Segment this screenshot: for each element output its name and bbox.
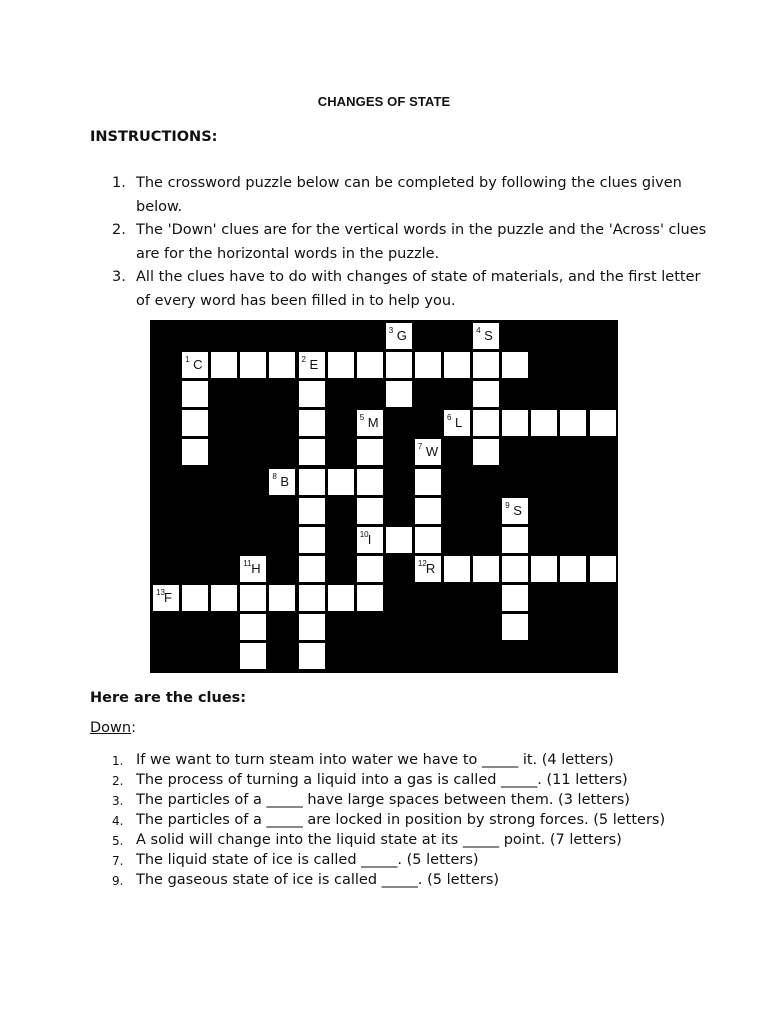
crossword-cell (386, 323, 412, 349)
crossword-cell (299, 410, 325, 436)
crossword-cell (444, 556, 470, 582)
instruction-item (112, 219, 712, 266)
crossword-cell (415, 498, 441, 524)
instruction-text: All the clues have to do with changes of state of materials, and the first letter of every word has been filled in to help you. (136, 269, 701, 309)
clue-number: 1. (112, 754, 124, 768)
page-title: CHANGES OF STATE (317, 94, 451, 109)
crossword-cell (560, 410, 586, 436)
starting-letter: M (367, 415, 379, 431)
crossword-cell (240, 643, 266, 669)
crossword-cell (299, 439, 325, 465)
clue-number-label: 9 (505, 500, 510, 510)
crossword-cell (357, 352, 383, 378)
crossword-cell (299, 527, 325, 553)
crossword-cell (269, 352, 295, 378)
crossword-cell (328, 352, 354, 378)
clues-heading: Here are the clues: (90, 690, 247, 706)
crossword-cell (473, 439, 499, 465)
instruction-number: 3. (112, 269, 126, 285)
crossword-cell (299, 381, 325, 407)
crossword-cell (299, 556, 325, 582)
crossword-cell (386, 381, 412, 407)
starting-letter: H (251, 560, 261, 576)
clue-number-label: 2 (301, 355, 306, 365)
instructions-heading: INSTRUCTIONS: (90, 129, 218, 145)
clue-text: The gaseous state of ice is called _____. (5 letters) (136, 872, 500, 888)
clue-text: The particles of a _____ have large spaces between them. (3 letters) (136, 792, 630, 808)
crossword-cell (269, 469, 295, 495)
crossword-cell (473, 381, 499, 407)
crossword-cell (590, 410, 616, 436)
down-label-text: Down (90, 720, 132, 736)
crossword-cell (444, 352, 470, 378)
crossword-cell (357, 439, 383, 465)
crossword-cell (502, 498, 528, 524)
crossword-cell (240, 614, 266, 640)
crossword-cell (473, 410, 499, 436)
starting-letter: S (484, 328, 493, 343)
crossword-cell (473, 352, 499, 378)
clue-number-label: 4 (476, 326, 481, 335)
crossword-cell (357, 498, 383, 524)
crossword-cell (357, 410, 383, 436)
instruction-item (112, 266, 712, 313)
crossword-cell (182, 439, 208, 465)
crossword-cell (357, 527, 383, 553)
crossword-cell (502, 556, 528, 582)
clue-item (112, 750, 672, 770)
crossword-cell (328, 469, 354, 495)
crossword-cell (299, 585, 325, 611)
crossword-cell (473, 556, 499, 582)
clue-item (112, 790, 672, 810)
crossword-cell (299, 469, 325, 495)
clue-number: 5. (112, 834, 124, 848)
crossword-cell (415, 469, 441, 495)
crossword-cell (299, 643, 325, 669)
clue-item (112, 870, 672, 890)
crossword-cell (502, 527, 528, 553)
clue-text: The process of turning a liquid into a gas is called _____. (11 letters) (136, 772, 628, 788)
starting-letter: F (164, 589, 172, 605)
clue-number-label: 5 (359, 413, 365, 423)
crossword-cell (444, 410, 470, 436)
crossword-cell (415, 352, 441, 378)
crossword-cell (502, 352, 528, 378)
crossword-cell (211, 352, 237, 378)
starting-letter: I (367, 531, 372, 547)
crossword-grid (150, 320, 618, 673)
instruction-text: The crossword puzzle below can be completed by following the clues given below. (136, 175, 682, 215)
clue-number: 7. (112, 854, 124, 868)
crossword-cell (502, 585, 528, 611)
clue-number: 2. (112, 774, 124, 788)
crossword-cell (531, 410, 557, 436)
clue-number: 9. (112, 874, 124, 888)
crossword-cell (357, 556, 383, 582)
crossword-cell (415, 527, 441, 553)
clue-item (112, 830, 672, 850)
crossword-cell (502, 410, 528, 436)
clue-number-label: 6 (447, 413, 452, 423)
crossword-cell (182, 352, 208, 378)
crossword-cell (590, 556, 616, 582)
clue-item (112, 810, 672, 830)
crossword-cell (531, 556, 557, 582)
clue-number-label: 8 (272, 471, 277, 481)
crossword-cell (153, 585, 179, 611)
crossword-cell (211, 585, 237, 611)
clue-item (112, 770, 672, 790)
instruction-number: 2. (112, 222, 126, 238)
crossword-cell (415, 439, 441, 465)
crossword-cell (328, 585, 354, 611)
crossword-cell (182, 381, 208, 407)
clue-number-label: 11 (243, 558, 252, 568)
crossword-cell (299, 352, 325, 378)
crossword-cell (560, 556, 586, 582)
clue-number-label: 3 (388, 326, 394, 335)
starting-letter: W (425, 444, 439, 460)
crossword-cell (299, 614, 325, 640)
crossword-cell (299, 498, 325, 524)
starting-letter: C (193, 357, 203, 373)
crossword-cell (357, 469, 383, 495)
instruction-item (112, 172, 712, 219)
clue-text: A solid will change into the liquid state at its _____ point. (7 letters) (136, 832, 622, 848)
clue-number-label: 13 (156, 587, 165, 597)
crossword-cell (386, 352, 412, 378)
clue-number-label: 7 (417, 442, 423, 452)
instructions-list (112, 172, 712, 313)
clue-number: 4. (112, 814, 124, 828)
starting-letter: B (280, 473, 290, 489)
crossword-cell (240, 556, 266, 582)
clue-number-label: 12 (417, 558, 427, 568)
crossword-cell (502, 614, 528, 640)
starting-letter: G (396, 328, 407, 343)
crossword-cell (357, 585, 383, 611)
crossword-cell (269, 585, 295, 611)
crossword-cell (182, 410, 208, 436)
crossword-cell (415, 556, 441, 582)
starting-letter: L (455, 415, 463, 431)
clue-item (112, 850, 672, 870)
crossword-cell (240, 352, 266, 378)
starting-letter: E (309, 357, 319, 373)
instruction-number: 1. (112, 175, 126, 191)
down-clues-list (112, 750, 672, 890)
clue-text: The liquid state of ice is called _____. (5 letters) (136, 852, 479, 868)
starting-letter: S (513, 502, 522, 518)
clue-number-label: 1 (185, 355, 190, 365)
clue-text: The particles of a _____ are locked in position by strong forces. (5 letters) (136, 812, 666, 828)
clue-number-label: 10 (359, 529, 369, 539)
down-label-colon: : (131, 720, 136, 736)
instruction-text: The 'Down' clues are for the vertical words in the puzzle and the 'Across' clues are for the horizontal words in the puzzle. (136, 222, 707, 262)
down-section-label (90, 720, 136, 736)
crossword-cell (473, 323, 499, 349)
clue-text: If we want to turn steam into water we have to _____ it. (4 letters) (136, 752, 614, 768)
clue-number: 3. (112, 794, 124, 808)
starting-letter: R (425, 560, 436, 576)
crossword-cell (182, 585, 208, 611)
crossword-cell (386, 527, 412, 553)
crossword-cell (240, 585, 266, 611)
